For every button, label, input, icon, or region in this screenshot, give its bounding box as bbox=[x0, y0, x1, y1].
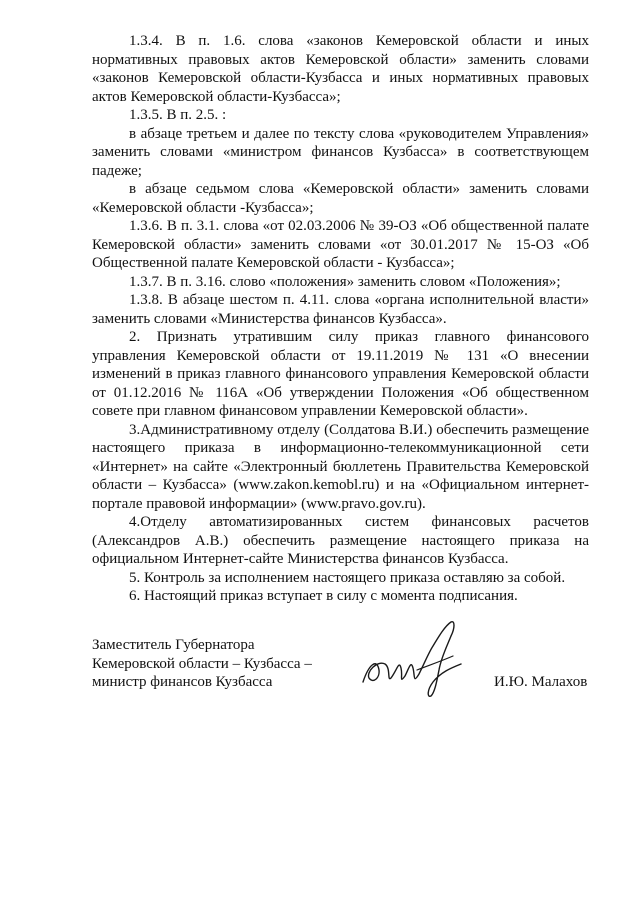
paragraph-4: 4.Отделу автоматизированных систем финансовых расчетов (Александров А.В.) обеспечить размещение настоящего приказа на официальном Интернет-сайте Министерства финансов Кузбасса. bbox=[92, 514, 589, 567]
signatory-title-line-2: Кемеровской области – Кузбасса – bbox=[92, 655, 312, 672]
signatory-title-line-1: Заместитель Губернатора bbox=[92, 637, 255, 653]
paragraph-1-3-4: 1.3.4. В п. 1.6. слова «законов Кемеровской области и иных нормативных правовых актов Кемеровской области» заменить словами «законов Кемеровской области-Кузбасса и иных нормативных правовых актов Кемеровской области-Кузбасса»; bbox=[92, 33, 589, 105]
signatory-name: И.Ю. Малахов bbox=[494, 674, 588, 690]
signatory-title bbox=[92, 636, 352, 692]
paragraph-1-3-8: 1.3.8. В абзаце шестом п. 4.11. слова «органа исполнительной власти» заменить словами «Министерства финансов Кузбасса». bbox=[92, 292, 589, 327]
paragraph-1-3-7: 1.3.7. В п. 3.16. слово «положения» заменить словом «Положения»; bbox=[129, 273, 561, 290]
order-text bbox=[92, 32, 589, 606]
paragraph-1-3-6: 1.3.6. В п. 3.1. слова «от 02.03.2006 № 39-ОЗ «Об общественной палате Кемеровской области» заменить словами «от 30.01.2017 № 15-ОЗ «Об Общественной палате Кемеровской области - Кузбасса»; bbox=[92, 218, 589, 271]
paragraph-5: 5. Контроль за исполнением настоящего приказа оставляю за собой. bbox=[129, 569, 566, 586]
handwritten-signature bbox=[355, 612, 470, 700]
paragraph-third-abzats: в абзаце третьем и далее по тексту слова «руководителем Управления» заменить словами «министром финансов Кузбасса» в соответствующем падеже; bbox=[92, 125, 589, 179]
paragraph-6: 6. Настоящий приказ вступает в силу с момента подписания. bbox=[129, 588, 518, 604]
paragraph-3: 3.Административному отделу (Солдатова В.И.) обеспечить размещение настоящего приказа в информационно-телекоммуникационной сети «Интернет» на сайте «Электронный бюллетень Правительства Кемеровской области – Кузбасса» (www.zakon.kemobl.ru) и на «Официальном интернет-портале правовой информации» (www.pravo.gov.ru). bbox=[92, 421, 589, 512]
paragraph-2: 2. Признать утратившим силу приказ главного финансового управления Кемеровской области от 19.11.2019 № 131 «О внесении изменений в приказ главного финансового управления Кемеровской области от 01.12.2016 № 116А «Об утверждении Положения «Об общественном совете при главном финансовом управлении Кемеровской области». bbox=[92, 329, 589, 419]
signatory-title-line-3: министр финансов Кузбасса bbox=[92, 674, 273, 690]
paragraph-seventh-abzats: в абзаце седьмом слова «Кемеровской области» заменить словами «Кемеровской области -Кузбасса»; bbox=[92, 181, 589, 216]
paragraph-1-3-5: 1.3.5. В п. 2.5. : bbox=[129, 107, 227, 123]
